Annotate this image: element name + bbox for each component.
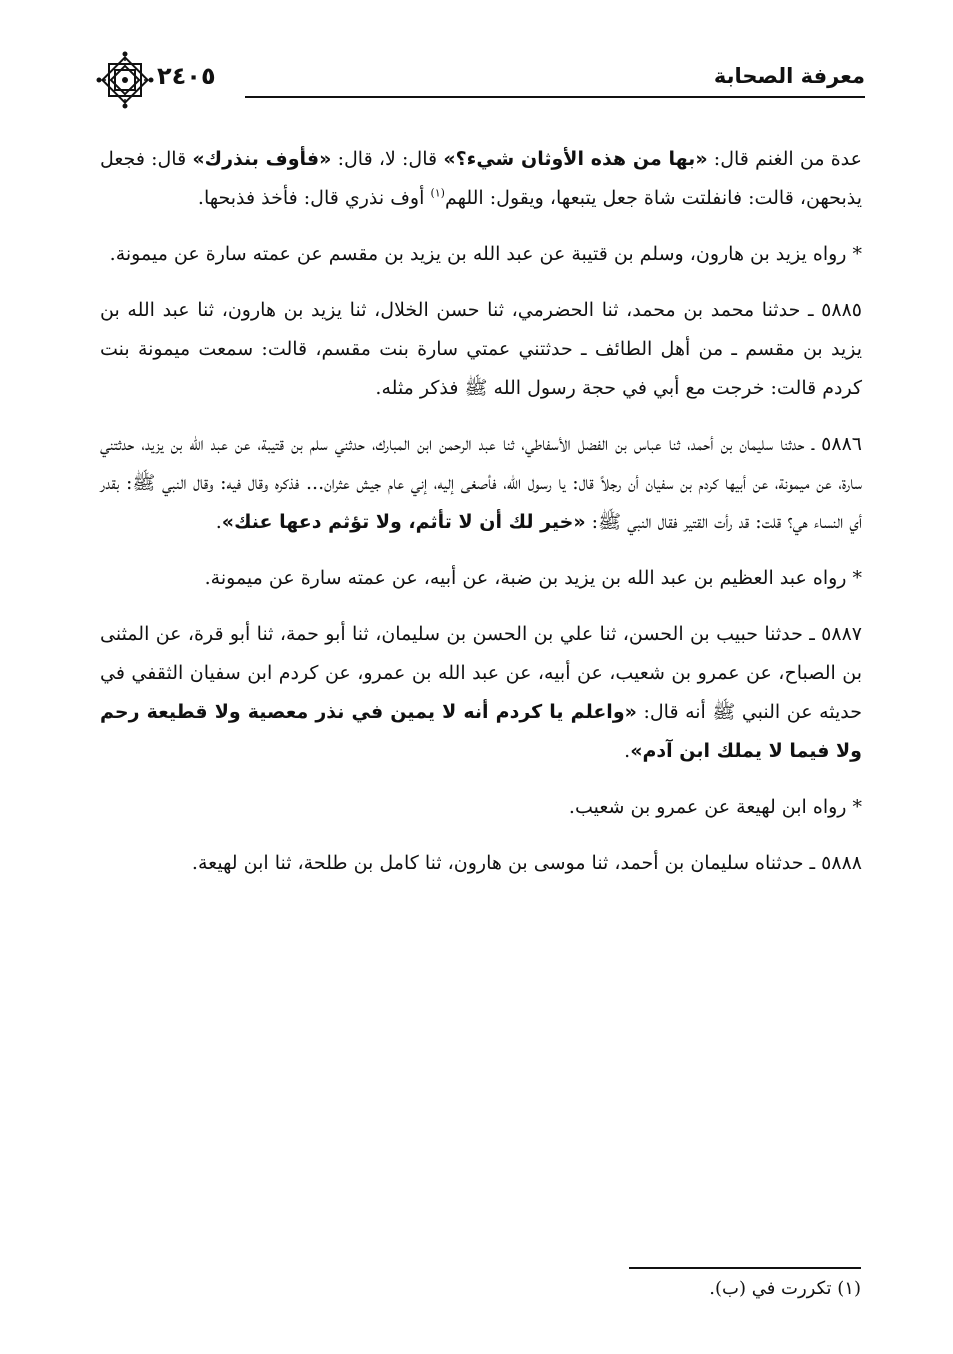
paragraph-5: * رواه عبد العظيم بن عبد الله بن يزيد بن ضبة، عن أبيه، عن عمته سارة عن ميمونة. <box>204 567 862 589</box>
paragraph-3: ٥٨٨٥ ـ حدثنا محمد بن محمد، ثنا الحضرمي، ثنا حسن الخلال، ثنا يزيد بن هارون، ثنا عبد الله بن يزيد بن مقسم ـ من أهل الطائف ـ حدثتني عمتي سارة بنت مقسم، قالت: سمعت ميمونة بنت كردم قالت: خرجت مع أبي في حجة رسول الله ﷺ فذكر مثله. <box>100 299 862 399</box>
bold-quote: «خير لك أن لا تأثم، ولا تؤثم دعها عنك» <box>221 511 586 533</box>
eight-point-star-ornament-icon <box>95 50 155 110</box>
running-title: معرفة الصحابة <box>713 64 865 88</box>
paragraph-8: ٥٨٨٨ ـ حدثناه سليمان بن أحمد، ثنا موسى بن هارون، ثنا كامل بن طلحة، ثنا ابن لهيعة. <box>191 852 862 874</box>
paragraph-4: ٥٨٨٦ ـ حدثنا سليمان بن أحمد، ثنا عباس بن الفضل الأسفاطي، ثنا عبد الرحمن ابن المبارك، حدثني سلم بن قتيبة، عن عبد الله بن يزيد، حدثتني سارة، عن ميمونة، عن أبيها كردم بن سفيان أن رجلاً قال: يا رسول الله، فأصغى إليه، إني عام جيش عثران... فذكره وقال فيه: وقال النبي ﷺ: بقدر أي النساء هي؟ قلت: قد رأت القتير فقال النبي ﷺ: «خير لك أن لا تأثم، ولا تؤثم دعها عنك». <box>100 433 862 533</box>
footnote-rule <box>629 1267 861 1269</box>
bold-quote: «فأوف بنذرك» <box>192 148 332 170</box>
page-header <box>95 58 865 98</box>
paragraph-1: عدة من الغنم قال: «بها من هذه الأوثان شيء؟» قال: لا، قال: «فأوف بنذرك» قال: فجعل يذبحهن، قالت: فانفلتت شاة جعل يتبعها، ويقول: اللهم$^{(١)}$ أوف نذري قال: فأخذ فذبحها. <box>100 148 862 209</box>
paragraph-7: * رواه ابن لهيعة عن عمرو بن شعيب. <box>568 796 862 818</box>
bold-quote: «بها من هذه الأوثان شيء؟» <box>443 148 708 170</box>
page-number: ٢٤٠٥ <box>157 62 216 90</box>
paragraph-2: * رواه يزيد بن هارون، وسلم بن قتيبة عن عبد الله بن يزيد بن مقسم عن عمته سارة عن ميمونة. <box>109 243 862 265</box>
main-text <box>100 140 862 900</box>
footnote: (١) تكررت في (ب). <box>709 1278 861 1299</box>
footnote-marker[interactable]: (١) <box>430 186 445 200</box>
header-rule <box>245 96 865 98</box>
bold-quote: «واعلم يا كردم أنه لا يمين في نذر معصية ولا قطيعة رحم ولا فيما لا يملك ابن آدم» <box>100 701 862 762</box>
paragraph-6: ٥٨٨٧ ـ حدثنا حبيب بن الحسن، ثنا علي بن الحسن بن سليمان، ثنا أبو حمة، ثنا أبو قرة، عن المثنى بن الصباح، عن عمرو بن شعيب، عن أبيه، عن عبد الله بن عمرو، عن كردم ابن سفيان الثقفي في حديثه عن النبي ﷺ أنه قال: «واعلم يا كردم أنه لا يمين في نذر معصية ولا قطيعة رحم ولا فيما لا يملك ابن آدم». <box>100 623 862 762</box>
